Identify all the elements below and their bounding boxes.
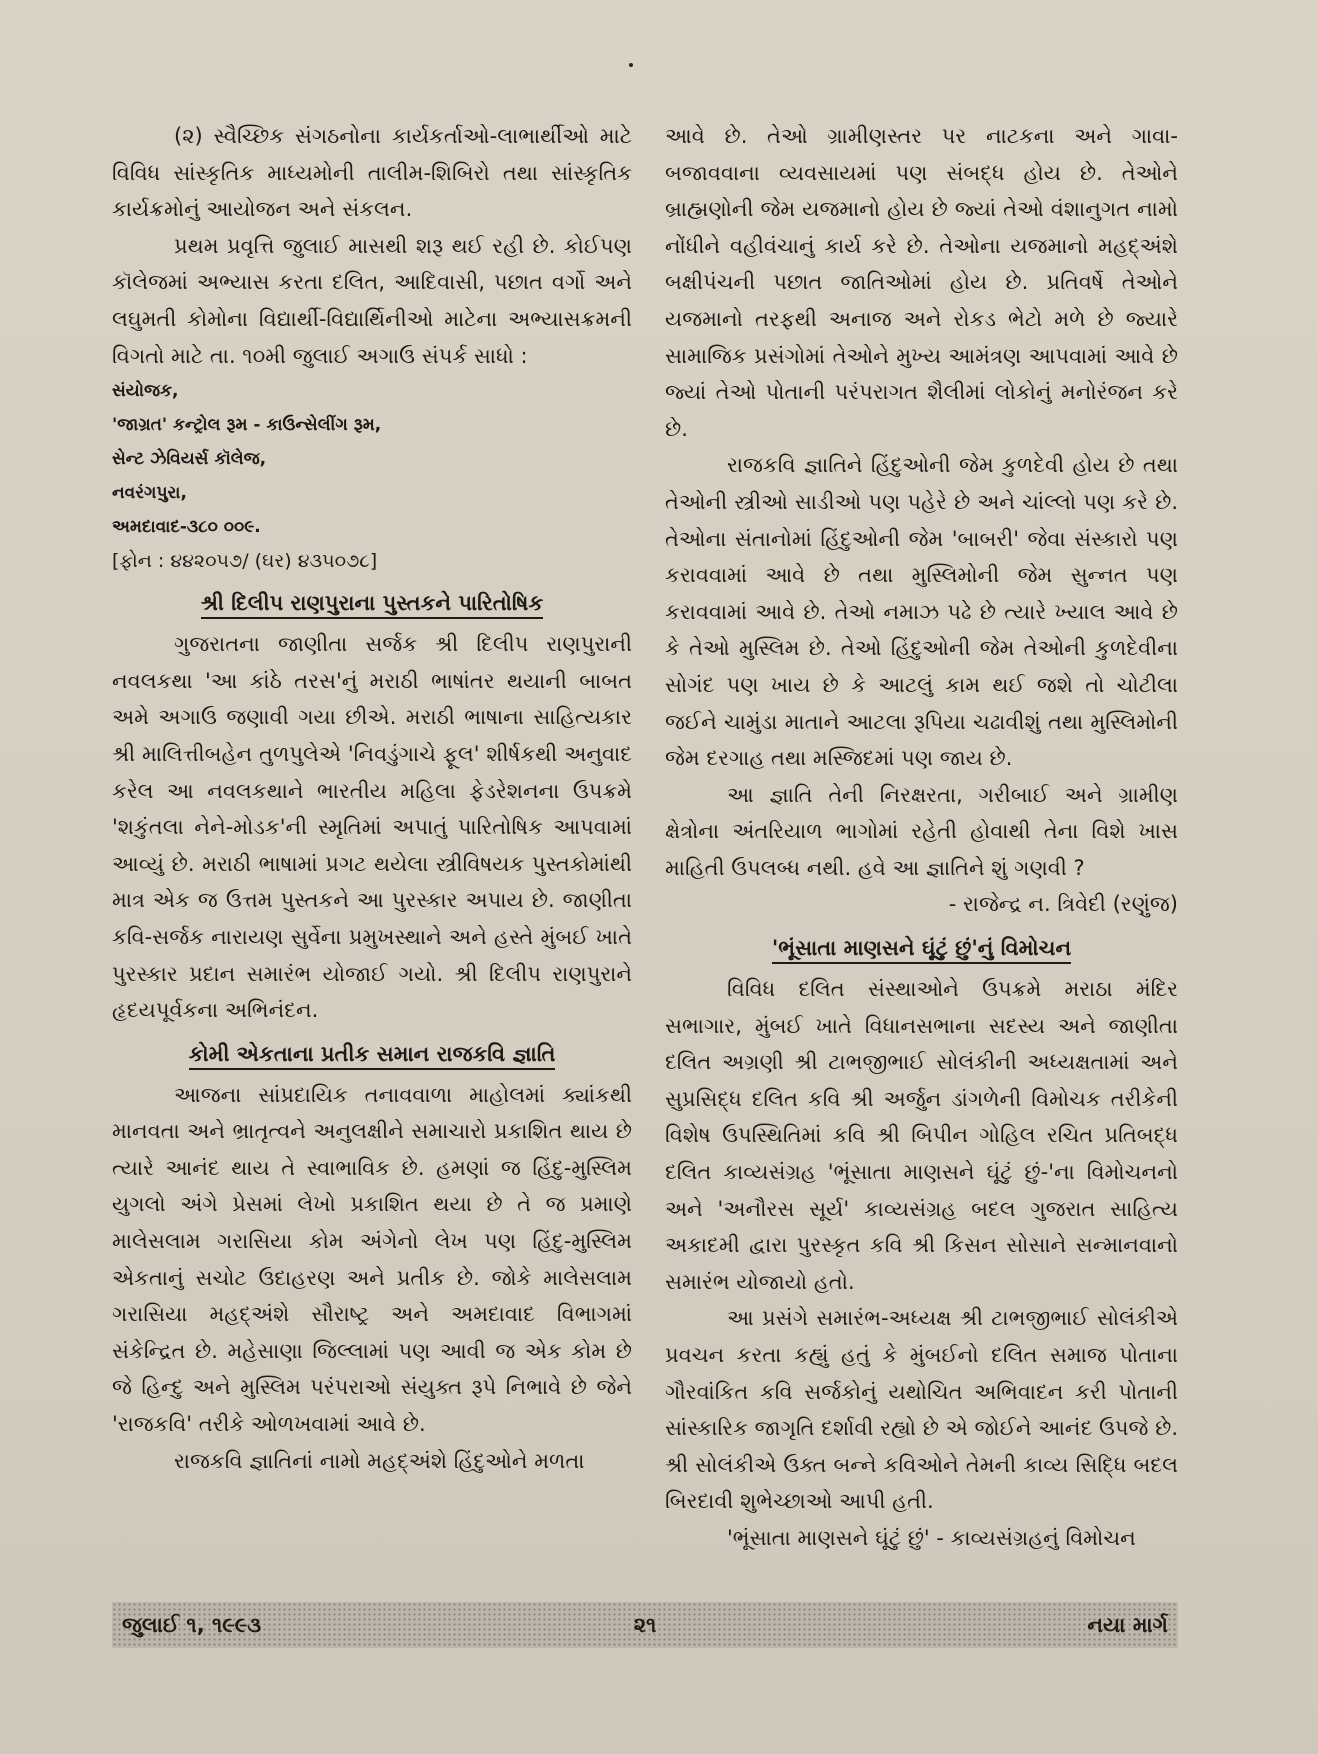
author-signature: - રાજેન્દ્ર ન. ત્રિવેદી (રણુંજ) [948,892,1178,917]
paragraph: રાજકવિ જ્ઞાતિનાં નામો મહદ્અંશે હિંદુઓને મળતા [174,1448,585,1473]
paragraph: આ જ્ઞાતિ તેની નિરક્ષરતા, ગરીબાઈ અને ગ્રામીણ ક્ષેત્રોના અંતરિયાળ ભાગોમાં રહેતી હોવાથી તેના વિશે ખાસ માહિતી ઉપલબ્ધ નથી. હવે આ જ્ઞાતિને શું ગણવી ? [665,782,1178,880]
print-dot [629,63,633,67]
paragraph: આજના સાંપ્રદાયિક તનાવવાળા માહોલમાં ક્યાંકથી માનવતા અને ભ્રાતૃત્વને અનુલક્ષીને સમાચારો પ્રકાશિત થાય છે ત્યારે આનંદ થાય તે સ્વાભાવિક છે. હમણાં જ હિંદુ-મુસ્લિમ યુગલો અંગે પ્રેસમાં લેખો પ્રકાશિત થયા છે તે જ પ્રમાણે માલેસલામ ગરાસિયા કોમ અંગેનો લેખ પણ હિંદુ-મુસ્લિમ એકતાનું સચોટ ઉદાહરણ અને પ્રતીક છે. જોકે માલેસલામ ગરાસિયા મહદ્અંશે સૌરાષ્ટ્ર અને અમદાવાદ વિભાગમાં સંકેન્દ્રિત છે. મહેસાણા જિલ્લામાં પણ આવી જ એક કોમ છે જે હિન્દુ અને મુસ્લિમ પરંપરાઓ સંયુક્ત રૂપે નિભાવે છે જેને 'રાજકવિ' તરીકે ઓળખવામાં આવે છે. [112,1082,632,1437]
paragraph: (૨) સ્વૈચ્છિક સંગઠનોના કાર્યકર્તાઓ-લાભાર્થીઓ માટે વિવિધ સાંસ્કૃતિક માધ્યમોની તાલીમ-શિબિરો તથા સાંસ્કૃતિક કાર્યક્રમોનું આયોજન અને સંકલન. [112,124,632,222]
section-heading [665,929,1178,967]
paragraph: આવે છે. તેઓ ગ્રામીણસ્તર પર નાટકના અને ગાવા-બજાવવાના વ્યવસાયમાં પણ સંબદ્ધ હોય છે. તેઓને બ્રાહ્મણોની જેમ યજમાનો હોય છે જ્યાં તેઓ વંશાનુગત નામો નોંધીને વહીવંચાનું કાર્ય કરે છે. તેઓના યજમાનો મહદ્અંશે બક્ષીપંચની પછાત જાતિઓમાં હોય છે. પ્રતિવર્ષે તેઓને યજમાનો તરફથી અનાજ અને રોકડ ભેટો મળે છે જ્યારે સામાજિક પ્રસંગોમાં તેઓને મુખ્ય આમંત્રણ આપવામાં આવે છે જ્યાં તેઓ પોતાની પરંપરાગત શૈલીમાં લોકોનું મનોરંજન કરે છે. [665,124,1178,441]
right-column [665,118,1178,1557]
contact-address [112,374,632,544]
address-line: સંયોજક, [112,381,179,402]
paragraph: 'ભૂંસાતા માણસને ઘૂંટું છું' - કાવ્યસંગ્રહનું વિમોચન [727,1525,1136,1550]
paragraph: પ્રથમ પ્રવૃત્તિ જુલાઈ માસથી શરૂ થઈ રહી છે. કોઈપણ કૉલેજમાં અભ્યાસ કરતા દલિત, આદિવાસી, પછાત વર્ગો અને લઘુમતી કોમોના વિદ્યાર્થી-વિદ્યાર્થિનીઓ માટેના અભ્યાસક્રમની વિગતો માટે તા. ૧૦મી જુલાઈ અગાઉ સંપર્ક સાધો : [112,233,632,368]
address-line: અમદાવાદ-૩૮૦ ૦૦૯. [112,517,261,538]
address-line: 'જાગ્રત' કન્ટ્રોલ રૂમ - કાઉન્સેલીંગ રૂમ, [112,415,382,436]
contact-phone: [ફોન : ૪૪૨૦૫૭/ (ઘર) ૪૩૫૦૭૮] [112,550,378,573]
address-line: સેન્ટ ઝેવિયર્સ કૉલેજ, [112,449,267,470]
paragraph: રાજકવિ જ્ઞાતિને હિંદુઓની જેમ કુળદેવી હોય છે તથા તેઓની સ્ત્રીઓ સાડીઓ પણ પહેરે છે અને ચાંલ્લો પણ કરે છે. તેઓના સંતાનોમાં હિંદુઓની જેમ 'બાબરી' જેવા સંસ્કારો પણ કરાવવામાં આવે છે તથા મુસ્લિમોની જેમ સુન્નત પણ કરાવવામાં આવે છે. તેઓ નમાઝ પઢે છે ત્યારે ખ્યાલ આવે છે કે તેઓ મુસ્લિમ છે. તેઓ હિંદુઓની જેમ તેઓની કુળદેવીના સોગંદ પણ ખાય છે કે આટલું કામ થઈ જશે તો ચોટીલા જઈને ચામુંડા માતાને આટલા રૂપિયા ચઢાવીશું તથા મુસ્લિમોની જેમ દરગાહ તથા મસ્જિદમાં પણ જાય છે. [665,453,1178,771]
section-heading-text: કોમી એકતાના પ્રતીક સમાન રાજકવિ જ્ઞાતિ [189,1042,556,1070]
paragraph: આ પ્રસંગે સમારંભ-અધ્યક્ષ શ્રી ટાભજીભાઈ સોલંકીએ પ્રવચન કરતા કહ્યું હતું કે મુંબઈનો દલિત સમાજ પોતાના ગૌરવાંકિત કવિ સર્જકોનું યથોચિત અભિવાદન કરી પોતાની સાંસ્કારિક જાગૃતિ દર્શાવી રહ્યો છે એ જોઈને આનંદ ઉપજે છે. શ્રી સોલંકીએ ઉક્ત બન્ને કવિઓને તેમની કાવ્ય સિદ્ધિ બદલ બિરદાવી શુભેચ્છાઓ આપી હતી. [665,1306,1178,1514]
address-line: નવરંગપુરા, [112,483,187,504]
page-number: ૨૧ [633,1613,657,1637]
magazine-name: નયા માર્ગ [1087,1613,1168,1637]
issue-date: જુલાઈ ૧, ૧૯૯૩ [122,1613,262,1637]
paragraph: ગુજરાતના જાણીતા સર્જક શ્રી દિલીપ રાણપુરાની નવલકથા 'આ કાંઠે તરસ'નું મરાઠી ભાષાંતર થયાની બાબત અમે અગાઉ જણાવી ગયા છીએ. મરાઠી ભાષાના સાહિત્યકાર શ્રી માલિત્તીબહેન તુળપુલેએ 'નિવડુંગાચે ફૂલ' શીર્ષકથી અનુવાદ કરેલ આ નવલકથાને ભારતીય મહિલા ફેડરેશનના ઉપક્રમે 'શકુંતલા નેને-મોડક'ની સ્મૃતિમાં અપાતું પારિતોષિક આપવામાં આવ્યું છે. મરાઠી ભાષામાં પ્રગટ થયેલા સ્ત્રીવિષયક પુસ્તકોમાંથી માત્ર એક જ ઉત્તમ પુસ્તકને આ પુરસ્કાર અપાય છે. જાણીતા કવિ-સર્જક નારાયણ સુર્વેના પ્રમુખસ્થાને અને હસ્તે મુંબઈ ખાતે પુરસ્કાર પ્રદાન સમારંભ યોજાઈ ગયો. શ્રી દિલીપ રાણપુરાને હૃદયપૂર્વકના અભિનંદન. [112,632,632,1023]
section-heading-text: 'ભૂંસાતા માણસને ઘૂંટું છું'નું વિમોચન [772,936,1071,964]
left-column [112,118,632,1479]
section-heading [112,584,632,622]
page-footer [112,1602,1178,1648]
paragraph: વિવિધ દલિત સંસ્થાઓને ઉપક્રમે મરાઠા મંદિર સભાગાર, મુંબઈ ખાતે વિધાનસભાના સદસ્ય અને જાણીતા દલિત અગ્રણી શ્રી ટાભજીભાઈ સોલંકીની અધ્યક્ષતામાં અને સુપ્રસિદ્ધ દલિત કવિ શ્રી અર્જુન ડાંગળેની વિમોચક તરીકેની વિશેષ ઉપસ્થિતિમાં કવિ શ્રી બિપીન ગોહિલ રચિત પ્રતિબદ્ધ દલિત કાવ્યસંગ્રહ 'ભૂંસાતા માણસને ઘૂંટું છું-'ના વિમોચનનો અને 'અનૌરસ સૂર્ય' કાવ્યસંગ્રહ બદલ ગુજરાત સાહિત્ય અકાદમી દ્વારા પુરસ્કૃત કવિ શ્રી કિસન સોસાને સન્માનવાનો સમારંભ યોજાયો હતો. [665,977,1178,1294]
section-heading [112,1035,632,1073]
section-heading-text: શ્રી દિલીપ રાણપુરાના પુસ્તકને પારિતોષિક [201,591,543,619]
